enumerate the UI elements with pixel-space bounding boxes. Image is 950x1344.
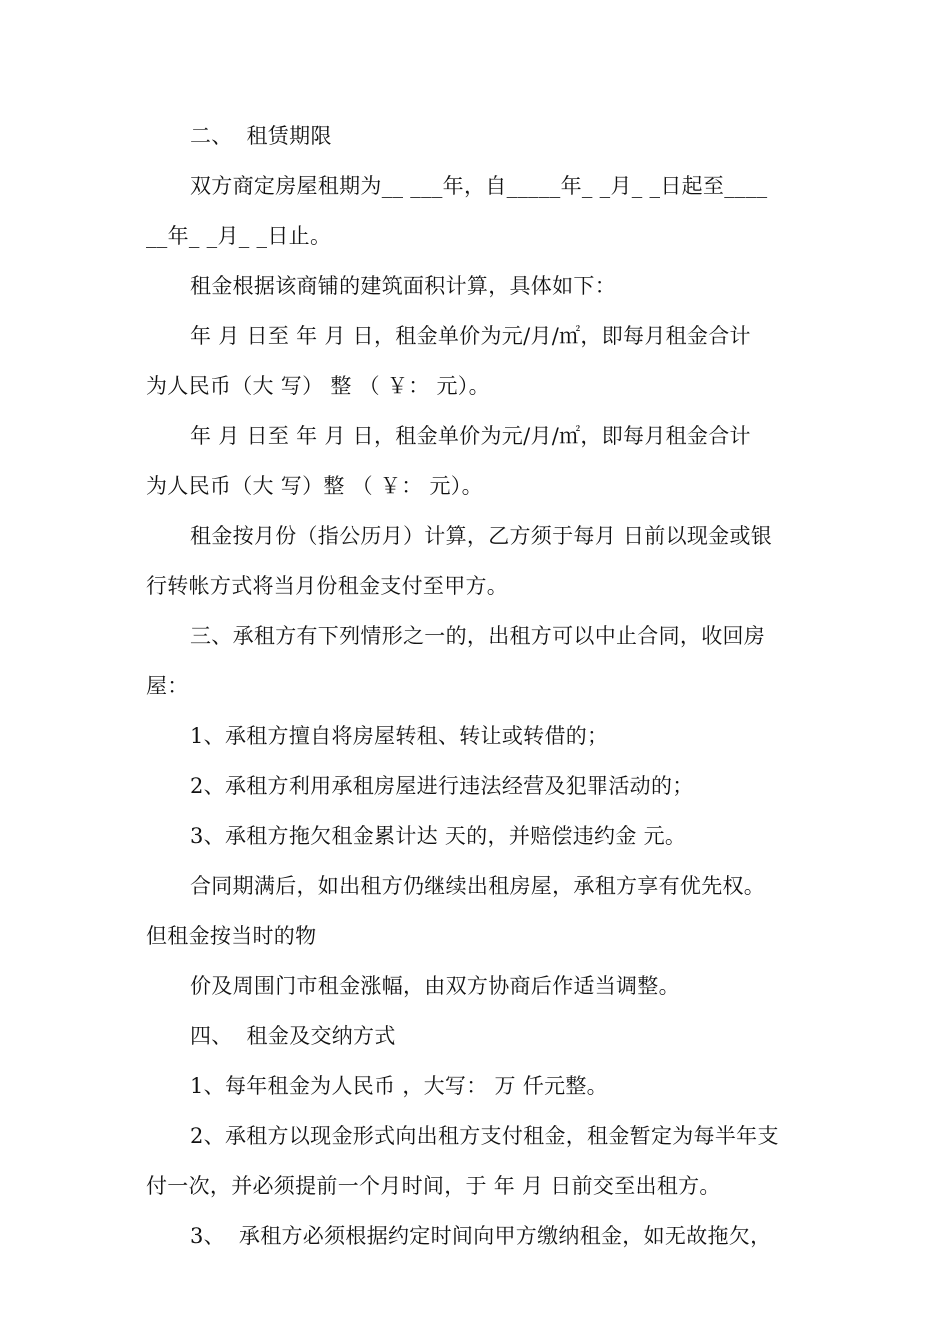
paragraph-line: 年 月 日至 年 月 日，租金单价为元/月/㎡，即每月租金合计 [190, 424, 751, 448]
paragraph-line: 双方商定房屋租期为__ ___年，自_____年_ _月_ _日起至____ [190, 174, 768, 198]
section-heading-termination: 三、承租方有下列情形之一的，出租方可以中止合同，收回房 [190, 624, 766, 648]
paragraph-line: 屋： [146, 674, 189, 698]
list-item: 2、承租方以现金形式向出租方支付租金，租金暂定为每半年支 [190, 1124, 779, 1148]
section-heading-rent-payment: 四、 租金及交纳方式 [190, 1024, 396, 1048]
list-item: 2、承租方利用承租房屋进行违法经营及犯罪活动的； [190, 774, 694, 798]
paragraph-line: 价及周围门市租金涨幅，由双方协商后作适当调整。 [190, 974, 680, 998]
list-item: 1、每年租金为人民币 ，大写： 万 仟元整。 [190, 1074, 608, 1098]
paragraph-line: 租金根据该商铺的建筑面积计算，具体如下： [190, 274, 616, 298]
paragraph-line: 合同期满后，如出租方仍继续出租房屋，承租方享有优先权。 [190, 874, 766, 898]
paragraph-line: 但租金按当时的物 [146, 924, 317, 948]
paragraph-line: 行转帐方式将当月份租金支付至甲方。 [146, 574, 509, 598]
paragraph-line: 为人民币（大 写）整 （ ￥： 元）。 [146, 474, 483, 498]
paragraph-line: 为人民币（大 写） 整 （ ￥： 元）。 [146, 374, 490, 398]
list-item: 3、承租方拖欠租金累计达 天的，并赔偿违约金 元。 [190, 824, 687, 848]
list-item: 1、承租方擅自将房屋转租、转让或转借的； [190, 724, 609, 748]
paragraph-line: 付一次，并必须提前一个月时间，于 年 月 日前交至出租方。 [146, 1174, 721, 1198]
list-item: 3、 承租方必须根据约定时间向甲方缴纳租金，如无故拖欠， [190, 1224, 772, 1248]
paragraph-line: __年_ _月_ _日止。 [146, 224, 332, 248]
paragraph-line: 租金按月份（指公历月）计算，乙方须于每月 日前以现金或银 [190, 524, 773, 548]
section-heading-lease-term: 二、 租赁期限 [190, 124, 332, 148]
paragraph-line: 年 月 日至 年 月 日，租金单价为元/月/㎡，即每月租金合计 [190, 324, 751, 348]
